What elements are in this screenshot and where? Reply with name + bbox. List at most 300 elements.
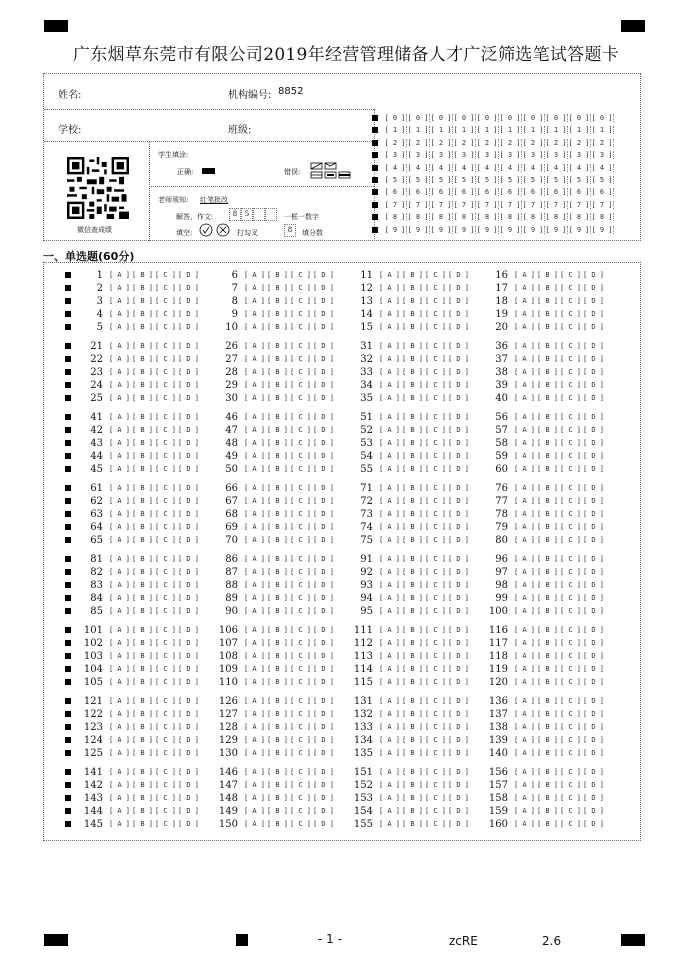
answer-bubble[interactable]: [ B ] — [401, 284, 424, 293]
answer-bubble[interactable]: [ B ] — [401, 794, 424, 803]
answer-bubble[interactable]: [ D ] — [582, 639, 605, 648]
answer-bubble[interactable]: [ B ] — [536, 297, 559, 306]
answer-bubble[interactable]: [ B ] — [401, 736, 424, 745]
answer-bubble[interactable]: [ C ] — [154, 820, 177, 829]
answer-bubble[interactable]: [ B ] — [131, 749, 154, 758]
answer-bubble[interactable]: [ B ] — [536, 794, 559, 803]
id-digit-bubble[interactable]: [ 1 ] — [591, 126, 613, 135]
answer-bubble[interactable]: [ D ] — [582, 413, 605, 421]
id-digit-bubble[interactable]: [ 8 ] — [522, 213, 544, 222]
answer-bubble[interactable]: [ D ] — [177, 723, 200, 732]
answer-bubble[interactable]: [ D ] — [312, 723, 335, 732]
answer-bubble[interactable]: [ D ] — [312, 820, 335, 829]
id-digit-bubble[interactable]: [ 9 ] — [522, 225, 544, 234]
answer-bubble[interactable]: [ D ] — [312, 381, 335, 390]
answer-bubble[interactable]: [ C ] — [424, 342, 447, 350]
id-digit-bubble[interactable]: [ 0 ] — [545, 114, 567, 122]
answer-bubble[interactable]: [ A ] — [243, 413, 266, 421]
answer-bubble[interactable]: [ C ] — [289, 626, 312, 634]
answer-bubble[interactable]: [ C ] — [289, 607, 312, 616]
answer-bubble[interactable]: [ D ] — [312, 426, 335, 435]
answer-bubble[interactable]: [ C ] — [154, 723, 177, 732]
id-digit-bubble[interactable]: [ 3 ] — [453, 151, 475, 160]
answer-bubble[interactable]: [ D ] — [582, 465, 605, 474]
answer-bubble[interactable]: [ D ] — [312, 678, 335, 687]
answer-bubble[interactable]: [ A ] — [378, 639, 401, 648]
answer-bubble[interactable]: [ C ] — [559, 439, 582, 448]
answer-bubble[interactable]: [ B ] — [266, 652, 289, 661]
answer-bubble[interactable]: [ B ] — [401, 439, 424, 448]
answer-bubble[interactable]: [ C ] — [424, 723, 447, 732]
answer-bubble[interactable]: [ C ] — [154, 497, 177, 506]
answer-bubble[interactable]: [ A ] — [378, 781, 401, 790]
answer-bubble[interactable]: [ C ] — [559, 536, 582, 545]
id-digit-bubble[interactable]: [ 2 ] — [407, 138, 429, 147]
answer-bubble[interactable]: [ A ] — [513, 355, 536, 364]
answer-bubble[interactable]: [ B ] — [401, 581, 424, 590]
id-digit-bubble[interactable]: [ 9 ] — [407, 225, 429, 234]
id-digit-bubble[interactable]: [ 4 ] — [430, 163, 452, 172]
answer-bubble[interactable]: [ C ] — [424, 639, 447, 648]
answer-bubble[interactable]: [ C ] — [424, 749, 447, 758]
answer-bubble[interactable]: [ C ] — [154, 465, 177, 474]
answer-bubble[interactable]: [ B ] — [131, 568, 154, 577]
answer-bubble[interactable]: [ D ] — [312, 413, 335, 421]
answer-bubble[interactable]: [ B ] — [266, 568, 289, 577]
answer-bubble[interactable]: [ D ] — [447, 355, 470, 364]
id-digit-bubble[interactable]: [ 9 ] — [476, 225, 498, 234]
answer-bubble[interactable]: [ C ] — [154, 607, 177, 616]
answer-bubble[interactable]: [ D ] — [447, 820, 470, 829]
answer-bubble[interactable]: [ C ] — [154, 568, 177, 577]
answer-bubble[interactable]: [ C ] — [154, 368, 177, 377]
id-digit-bubble[interactable]: [ 7 ] — [545, 200, 567, 209]
answer-bubble[interactable]: [ D ] — [177, 794, 200, 803]
answer-bubble[interactable]: [ B ] — [401, 394, 424, 403]
id-digit-bubble[interactable]: [ 2 ] — [476, 138, 498, 147]
answer-bubble[interactable]: [ A ] — [108, 439, 131, 448]
answer-bubble[interactable]: [ B ] — [536, 342, 559, 350]
id-digit-bubble[interactable]: [ 6 ] — [545, 188, 567, 197]
answer-bubble[interactable]: [ C ] — [559, 310, 582, 319]
answer-bubble[interactable]: [ C ] — [559, 465, 582, 474]
answer-bubble[interactable]: [ B ] — [536, 497, 559, 506]
answer-bubble[interactable]: [ D ] — [447, 381, 470, 390]
answer-bubble[interactable]: [ D ] — [312, 284, 335, 293]
answer-bubble[interactable]: [ D ] — [312, 697, 335, 705]
answer-bubble[interactable]: [ A ] — [513, 310, 536, 319]
answer-bubble[interactable]: [ A ] — [243, 310, 266, 319]
answer-bubble[interactable]: [ D ] — [582, 581, 605, 590]
answer-bubble[interactable]: [ B ] — [131, 484, 154, 492]
answer-bubble[interactable]: [ C ] — [424, 271, 447, 279]
id-digit-bubble[interactable]: [ 6 ] — [499, 188, 521, 197]
answer-bubble[interactable]: [ D ] — [447, 484, 470, 492]
answer-bubble[interactable]: [ A ] — [513, 652, 536, 661]
answer-bubble[interactable]: [ D ] — [312, 510, 335, 519]
id-digit-bubble[interactable]: [ 1 ] — [407, 126, 429, 135]
answer-bubble[interactable]: [ C ] — [559, 555, 582, 563]
answer-bubble[interactable]: [ A ] — [243, 581, 266, 590]
answer-bubble[interactable]: [ A ] — [108, 607, 131, 616]
answer-bubble[interactable]: [ C ] — [289, 310, 312, 319]
answer-bubble[interactable]: [ A ] — [108, 452, 131, 461]
answer-bubble[interactable]: [ A ] — [513, 626, 536, 634]
answer-bubble[interactable]: [ D ] — [312, 794, 335, 803]
id-digit-bubble[interactable]: [ 7 ] — [407, 200, 429, 209]
answer-bubble[interactable]: [ A ] — [243, 465, 266, 474]
answer-bubble[interactable]: [ B ] — [131, 465, 154, 474]
answer-bubble[interactable]: [ C ] — [154, 426, 177, 435]
answer-bubble[interactable]: [ B ] — [401, 723, 424, 732]
answer-bubble[interactable]: [ D ] — [447, 581, 470, 590]
answer-bubble[interactable]: [ C ] — [154, 749, 177, 758]
answer-bubble[interactable]: [ A ] — [108, 736, 131, 745]
id-digit-bubble[interactable]: [ 8 ] — [568, 213, 590, 222]
answer-bubble[interactable]: [ D ] — [582, 342, 605, 350]
answer-bubble[interactable]: [ C ] — [289, 568, 312, 577]
answer-bubble[interactable]: [ C ] — [424, 381, 447, 390]
answer-bubble[interactable]: [ A ] — [378, 484, 401, 492]
answer-bubble[interactable]: [ B ] — [401, 678, 424, 687]
answer-bubble[interactable]: [ A ] — [378, 413, 401, 421]
answer-bubble[interactable]: [ C ] — [559, 749, 582, 758]
answer-bubble[interactable]: [ A ] — [108, 594, 131, 603]
answer-bubble[interactable]: [ B ] — [131, 323, 154, 332]
id-digit-bubble[interactable]: [ 1 ] — [568, 126, 590, 135]
id-digit-bubble[interactable]: [ 5 ] — [591, 176, 613, 184]
answer-bubble[interactable]: [ C ] — [559, 355, 582, 364]
id-digit-bubble[interactable]: [ 5 ] — [453, 176, 475, 184]
answer-bubble[interactable]: [ B ] — [131, 342, 154, 350]
answer-bubble[interactable]: [ C ] — [424, 607, 447, 616]
answer-bubble[interactable]: [ A ] — [513, 381, 536, 390]
answer-bubble[interactable]: [ C ] — [559, 497, 582, 506]
answer-bubble[interactable]: [ C ] — [559, 323, 582, 332]
answer-bubble[interactable]: [ C ] — [559, 652, 582, 661]
answer-bubble[interactable]: [ A ] — [513, 426, 536, 435]
answer-bubble[interactable]: [ B ] — [536, 555, 559, 563]
answer-bubble[interactable]: [ C ] — [289, 820, 312, 829]
id-digit-bubble[interactable]: [ 2 ] — [545, 138, 567, 147]
answer-bubble[interactable]: [ B ] — [266, 271, 289, 279]
answer-bubble[interactable]: [ B ] — [131, 555, 154, 563]
answer-bubble[interactable]: [ B ] — [401, 381, 424, 390]
answer-bubble[interactable]: [ C ] — [424, 555, 447, 563]
answer-bubble[interactable]: [ A ] — [513, 323, 536, 332]
answer-bubble[interactable]: [ D ] — [582, 781, 605, 790]
answer-bubble[interactable]: [ D ] — [582, 652, 605, 661]
answer-bubble[interactable]: [ A ] — [108, 568, 131, 577]
answer-bubble[interactable]: [ C ] — [424, 626, 447, 634]
answer-bubble[interactable]: [ A ] — [108, 626, 131, 634]
answer-bubble[interactable]: [ A ] — [243, 807, 266, 816]
answer-bubble[interactable]: [ B ] — [131, 807, 154, 816]
id-digit-bubble[interactable]: [ 2 ] — [522, 138, 544, 147]
answer-bubble[interactable]: [ C ] — [559, 607, 582, 616]
answer-bubble[interactable]: [ A ] — [513, 581, 536, 590]
answer-bubble[interactable]: [ B ] — [536, 807, 559, 816]
answer-bubble[interactable]: [ C ] — [289, 439, 312, 448]
answer-bubble[interactable]: [ D ] — [447, 736, 470, 745]
answer-bubble[interactable]: [ A ] — [243, 652, 266, 661]
answer-bubble[interactable]: [ B ] — [536, 510, 559, 519]
answer-bubble[interactable]: [ C ] — [559, 781, 582, 790]
answer-bubble[interactable]: [ C ] — [424, 678, 447, 687]
answer-bubble[interactable]: [ D ] — [312, 594, 335, 603]
answer-bubble[interactable]: [ B ] — [536, 271, 559, 279]
id-digit-bubble[interactable]: [ 3 ] — [522, 151, 544, 160]
id-digit-bubble[interactable]: [ 3 ] — [591, 151, 613, 160]
answer-bubble[interactable]: [ C ] — [289, 368, 312, 377]
answer-bubble[interactable]: [ B ] — [131, 426, 154, 435]
answer-bubble[interactable]: [ B ] — [401, 555, 424, 563]
answer-bubble[interactable]: [ C ] — [559, 284, 582, 293]
answer-bubble[interactable]: [ B ] — [131, 710, 154, 719]
answer-bubble[interactable]: [ D ] — [312, 652, 335, 661]
answer-bubble[interactable]: [ A ] — [243, 484, 266, 492]
answer-bubble[interactable]: [ C ] — [559, 342, 582, 350]
answer-bubble[interactable]: [ B ] — [401, 323, 424, 332]
answer-bubble[interactable]: [ A ] — [108, 652, 131, 661]
answer-bubble[interactable]: [ D ] — [447, 555, 470, 563]
answer-bubble[interactable]: [ D ] — [582, 368, 605, 377]
answer-bubble[interactable]: [ C ] — [289, 381, 312, 390]
answer-bubble[interactable]: [ D ] — [582, 736, 605, 745]
answer-bubble[interactable]: [ D ] — [312, 639, 335, 648]
answer-bubble[interactable]: [ C ] — [154, 355, 177, 364]
answer-bubble[interactable]: [ D ] — [312, 607, 335, 616]
answer-bubble[interactable]: [ A ] — [513, 368, 536, 377]
answer-bubble[interactable]: [ D ] — [582, 723, 605, 732]
answer-bubble[interactable]: [ D ] — [177, 497, 200, 506]
answer-bubble[interactable]: [ B ] — [131, 310, 154, 319]
answer-bubble[interactable]: [ B ] — [401, 639, 424, 648]
answer-bubble[interactable]: [ B ] — [536, 394, 559, 403]
answer-bubble[interactable]: [ C ] — [289, 271, 312, 279]
answer-bubble[interactable]: [ C ] — [289, 697, 312, 705]
answer-bubble[interactable]: [ C ] — [289, 510, 312, 519]
answer-bubble[interactable]: [ B ] — [266, 426, 289, 435]
id-digit-bubble[interactable]: [ 7 ] — [499, 200, 521, 209]
answer-bubble[interactable]: [ D ] — [312, 323, 335, 332]
answer-bubble[interactable]: [ A ] — [378, 523, 401, 532]
answer-bubble[interactable]: [ A ] — [378, 497, 401, 506]
answer-bubble[interactable]: [ C ] — [424, 368, 447, 377]
answer-bubble[interactable]: [ B ] — [131, 820, 154, 829]
answer-bubble[interactable]: [ A ] — [243, 426, 266, 435]
id-digit-bubble[interactable]: [ 3 ] — [545, 151, 567, 160]
answer-bubble[interactable]: [ B ] — [536, 594, 559, 603]
answer-bubble[interactable]: [ A ] — [378, 768, 401, 776]
answer-bubble[interactable]: [ D ] — [177, 594, 200, 603]
answer-bubble[interactable]: [ B ] — [536, 581, 559, 590]
answer-bubble[interactable]: [ A ] — [108, 510, 131, 519]
answer-bubble[interactable]: [ C ] — [289, 807, 312, 816]
answer-bubble[interactable]: [ C ] — [559, 665, 582, 674]
answer-bubble[interactable]: [ A ] — [243, 781, 266, 790]
answer-bubble[interactable]: [ C ] — [559, 394, 582, 403]
answer-bubble[interactable]: [ A ] — [513, 536, 536, 545]
answer-bubble[interactable]: [ A ] — [243, 368, 266, 377]
answer-bubble[interactable]: [ D ] — [312, 626, 335, 634]
answer-bubble[interactable]: [ C ] — [289, 639, 312, 648]
answer-bubble[interactable]: [ B ] — [536, 413, 559, 421]
answer-bubble[interactable]: [ B ] — [536, 284, 559, 293]
answer-bubble[interactable]: [ B ] — [266, 394, 289, 403]
id-digit-bubble[interactable]: [ 1 ] — [499, 126, 521, 135]
answer-bubble[interactable]: [ A ] — [513, 510, 536, 519]
answer-bubble[interactable]: [ B ] — [266, 820, 289, 829]
id-digit-bubble[interactable]: [ 1 ] — [430, 126, 452, 135]
answer-bubble[interactable]: [ A ] — [243, 497, 266, 506]
answer-bubble[interactable]: [ C ] — [289, 284, 312, 293]
answer-bubble[interactable]: [ D ] — [312, 781, 335, 790]
answer-bubble[interactable]: [ D ] — [177, 820, 200, 829]
answer-bubble[interactable]: [ D ] — [582, 310, 605, 319]
id-digit-bubble[interactable]: [ 9 ] — [430, 225, 452, 234]
answer-bubble[interactable]: [ B ] — [401, 697, 424, 705]
answer-bubble[interactable]: [ C ] — [154, 710, 177, 719]
answer-bubble[interactable]: [ C ] — [154, 523, 177, 532]
answer-bubble[interactable]: [ A ] — [243, 710, 266, 719]
id-digit-bubble[interactable]: [ 7 ] — [476, 200, 498, 209]
answer-bubble[interactable]: [ C ] — [559, 510, 582, 519]
answer-bubble[interactable]: [ B ] — [401, 626, 424, 634]
answer-bubble[interactable]: [ A ] — [378, 710, 401, 719]
answer-bubble[interactable]: [ A ] — [513, 271, 536, 279]
answer-bubble[interactable]: [ A ] — [108, 794, 131, 803]
answer-bubble[interactable]: [ D ] — [582, 665, 605, 674]
answer-bubble[interactable]: [ C ] — [424, 497, 447, 506]
answer-bubble[interactable]: [ D ] — [582, 807, 605, 816]
answer-bubble[interactable]: [ C ] — [424, 355, 447, 364]
answer-bubble[interactable]: [ B ] — [401, 523, 424, 532]
answer-bubble[interactable]: [ D ] — [177, 607, 200, 616]
answer-bubble[interactable]: [ A ] — [513, 297, 536, 306]
answer-bubble[interactable]: [ A ] — [378, 626, 401, 634]
answer-bubble[interactable]: [ B ] — [266, 665, 289, 674]
id-digit-bubble[interactable]: [ 6 ] — [476, 188, 498, 197]
answer-bubble[interactable]: [ B ] — [401, 497, 424, 506]
answer-bubble[interactable]: [ B ] — [266, 381, 289, 390]
answer-bubble[interactable]: [ A ] — [378, 355, 401, 364]
id-digit-bubble[interactable]: [ 2 ] — [430, 138, 452, 147]
id-digit-bubble[interactable]: [ 5 ] — [545, 176, 567, 184]
id-digit-bubble[interactable]: [ 5 ] — [522, 176, 544, 184]
answer-bubble[interactable]: [ A ] — [243, 568, 266, 577]
answer-bubble[interactable]: [ D ] — [582, 394, 605, 403]
answer-bubble[interactable]: [ D ] — [447, 723, 470, 732]
answer-bubble[interactable]: [ A ] — [243, 381, 266, 390]
answer-bubble[interactable]: [ C ] — [559, 568, 582, 577]
answer-bubble[interactable]: [ B ] — [131, 723, 154, 732]
answer-bubble[interactable]: [ C ] — [154, 284, 177, 293]
answer-bubble[interactable]: [ A ] — [108, 271, 131, 279]
answer-bubble[interactable]: [ A ] — [513, 781, 536, 790]
answer-bubble[interactable]: [ B ] — [131, 271, 154, 279]
answer-bubble[interactable]: [ A ] — [513, 439, 536, 448]
answer-bubble[interactable]: [ A ] — [108, 323, 131, 332]
answer-bubble[interactable]: [ A ] — [378, 820, 401, 829]
answer-bubble[interactable]: [ C ] — [289, 497, 312, 506]
answer-bubble[interactable]: [ B ] — [131, 497, 154, 506]
answer-bubble[interactable]: [ A ] — [108, 710, 131, 719]
answer-bubble[interactable]: [ A ] — [108, 355, 131, 364]
answer-bubble[interactable]: [ C ] — [289, 723, 312, 732]
answer-bubble[interactable]: [ B ] — [536, 484, 559, 492]
id-digit-bubble[interactable]: [ 2 ] — [591, 138, 613, 147]
answer-bubble[interactable]: [ D ] — [447, 394, 470, 403]
answer-bubble[interactable]: [ A ] — [108, 381, 131, 390]
answer-bubble[interactable]: [ A ] — [243, 626, 266, 634]
answer-bubble[interactable]: [ A ] — [378, 794, 401, 803]
answer-bubble[interactable]: [ D ] — [447, 568, 470, 577]
answer-bubble[interactable]: [ A ] — [108, 523, 131, 532]
answer-bubble[interactable]: [ B ] — [266, 781, 289, 790]
answer-bubble[interactable]: [ C ] — [154, 310, 177, 319]
answer-bubble[interactable]: [ C ] — [559, 807, 582, 816]
answer-bubble[interactable]: [ B ] — [131, 665, 154, 674]
answer-bubble[interactable]: [ C ] — [289, 413, 312, 421]
answer-bubble[interactable]: [ D ] — [177, 523, 200, 532]
id-digit-bubble[interactable]: [ 3 ] — [476, 151, 498, 160]
answer-bubble[interactable]: [ D ] — [582, 381, 605, 390]
answer-bubble[interactable]: [ B ] — [536, 736, 559, 745]
answer-bubble[interactable]: [ D ] — [582, 678, 605, 687]
answer-bubble[interactable]: [ A ] — [243, 523, 266, 532]
answer-bubble[interactable]: [ D ] — [177, 465, 200, 474]
id-digit-bubble[interactable]: [ 4 ] — [499, 163, 521, 172]
id-digit-bubble[interactable]: [ 8 ] — [499, 213, 521, 222]
answer-bubble[interactable]: [ A ] — [108, 497, 131, 506]
id-digit-bubble[interactable]: [ 6 ] — [568, 188, 590, 197]
answer-bubble[interactable]: [ B ] — [266, 794, 289, 803]
answer-bubble[interactable]: [ D ] — [582, 594, 605, 603]
answer-bubble[interactable]: [ D ] — [312, 439, 335, 448]
answer-bubble[interactable]: [ D ] — [177, 342, 200, 350]
answer-bubble[interactable]: [ B ] — [401, 820, 424, 829]
answer-bubble[interactable]: [ C ] — [424, 820, 447, 829]
answer-bubble[interactable]: [ B ] — [266, 465, 289, 474]
answer-bubble[interactable]: [ A ] — [243, 271, 266, 279]
answer-bubble[interactable]: [ A ] — [513, 710, 536, 719]
answer-bubble[interactable]: [ A ] — [378, 439, 401, 448]
answer-bubble[interactable]: [ D ] — [177, 697, 200, 705]
answer-bubble[interactable]: [ C ] — [424, 568, 447, 577]
answer-bubble[interactable]: [ D ] — [312, 536, 335, 545]
id-digit-bubble[interactable]: [ 9 ] — [568, 225, 590, 234]
id-digit-bubble[interactable]: [ 1 ] — [522, 126, 544, 135]
answer-bubble[interactable]: [ B ] — [536, 426, 559, 435]
answer-bubble[interactable]: [ D ] — [312, 452, 335, 461]
answer-bubble[interactable]: [ D ] — [582, 323, 605, 332]
answer-bubble[interactable]: [ D ] — [177, 297, 200, 306]
answer-bubble[interactable]: [ B ] — [131, 413, 154, 421]
answer-bubble[interactable]: [ D ] — [582, 820, 605, 829]
answer-bubble[interactable]: [ B ] — [536, 607, 559, 616]
answer-bubble[interactable]: [ C ] — [424, 284, 447, 293]
answer-bubble[interactable]: [ A ] — [513, 342, 536, 350]
answer-bubble[interactable]: [ A ] — [378, 426, 401, 435]
answer-bubble[interactable]: [ A ] — [378, 723, 401, 732]
answer-bubble[interactable]: [ A ] — [243, 678, 266, 687]
id-digit-bubble[interactable]: [ 0 ] — [568, 114, 590, 122]
answer-bubble[interactable]: [ C ] — [289, 736, 312, 745]
answer-bubble[interactable]: [ A ] — [513, 284, 536, 293]
answer-bubble[interactable]: [ C ] — [559, 626, 582, 634]
answer-bubble[interactable]: [ D ] — [312, 271, 335, 279]
